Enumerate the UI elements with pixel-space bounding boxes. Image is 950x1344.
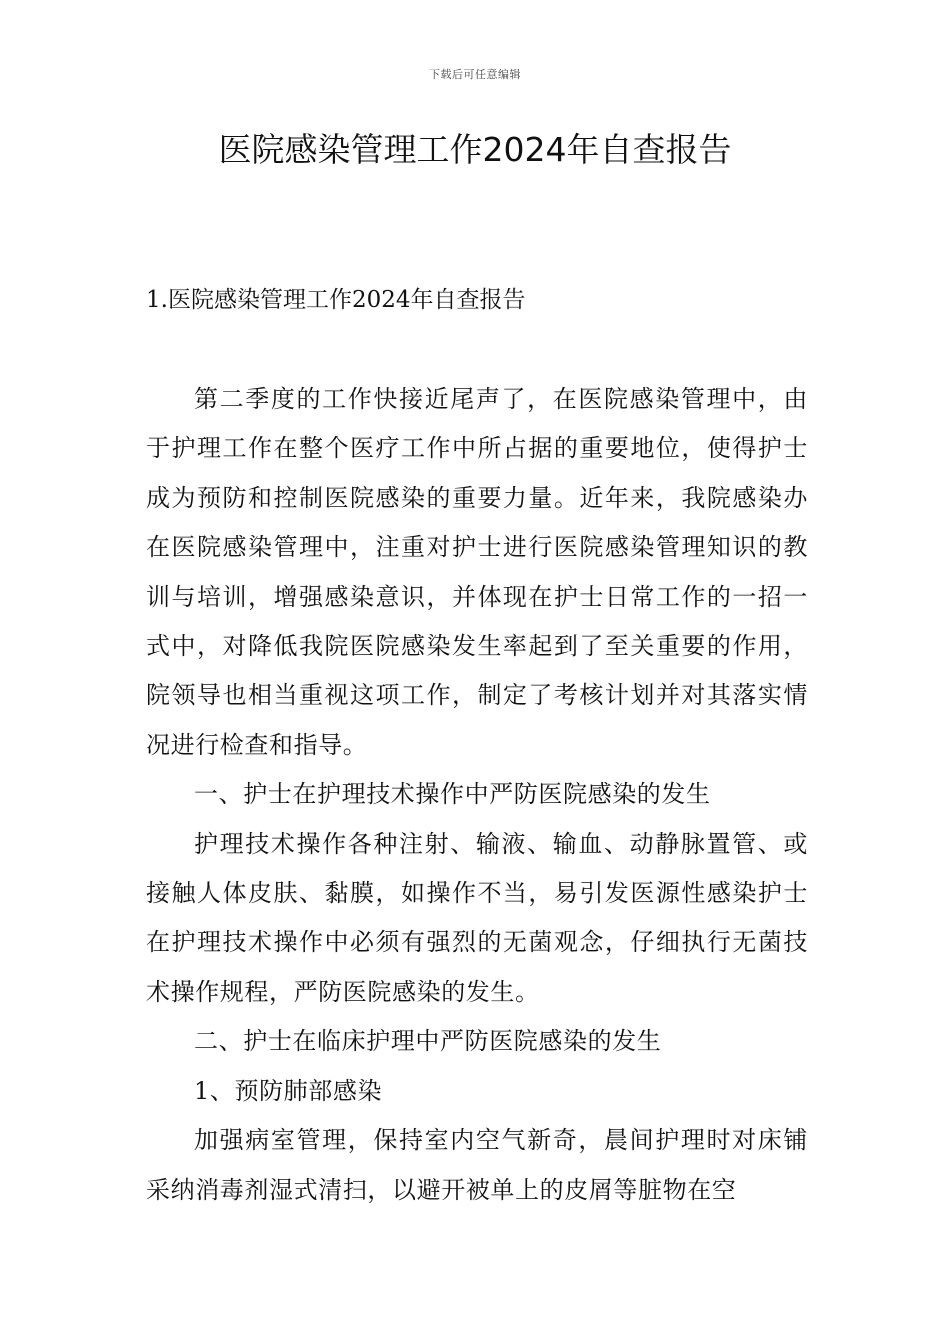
document-title: 医院感染管理工作2024年自查报告 bbox=[218, 130, 732, 169]
header-note: 下载后可任意编辑 bbox=[429, 68, 521, 81]
paragraph-technical-operations: 护理技术操作各种注射、输液、输血、动静脉置管、或接触人体皮肤、黏膜，如操作不当，易引发医源性感染护士在护理技术操作中必须有强烈的无菌观念，仔细执行无菌技术操作规程，严防医院感染的发生。 bbox=[146, 829, 808, 1006]
subheading-lung-infection: 1、预防肺部感染 bbox=[194, 1076, 383, 1105]
paragraph-ward-management: 加强病室管理，保持室内空气新奇，晨间护理时对床铺采纳消毒剂湿式清扫，以避开被单上的皮屑等脏物在空 bbox=[146, 1126, 808, 1204]
subheading-technical-operations: 一、护士在护理技术操作中严防医院感染的发生 bbox=[194, 780, 711, 809]
document-body bbox=[146, 375, 808, 1215]
paragraph-intro: 第二季度的工作快接近尾声了，在医院感染管理中，由于护理工作在整个医疗工作中所占据的重要地位，使得护士成为预防和控制医院感染的重要力量。近年来，我院感染办在医院感染管理中，注重对护士进行医院感染管理知识的教训与培训，增强感染意识，并体现在护士日常工作的一招一式中，对降低我院医院感染发生率起到了至关重要的作用，院领导也相当重视这项工作，制定了考核计划并对其落实情况进行检查和指导。 bbox=[146, 385, 808, 759]
section-heading: 1.医院感染管理工作2024年自查报告 bbox=[146, 287, 526, 313]
subheading-clinical-nursing: 二、护士在临床护理中严防医院感染的发生 bbox=[194, 1027, 662, 1056]
